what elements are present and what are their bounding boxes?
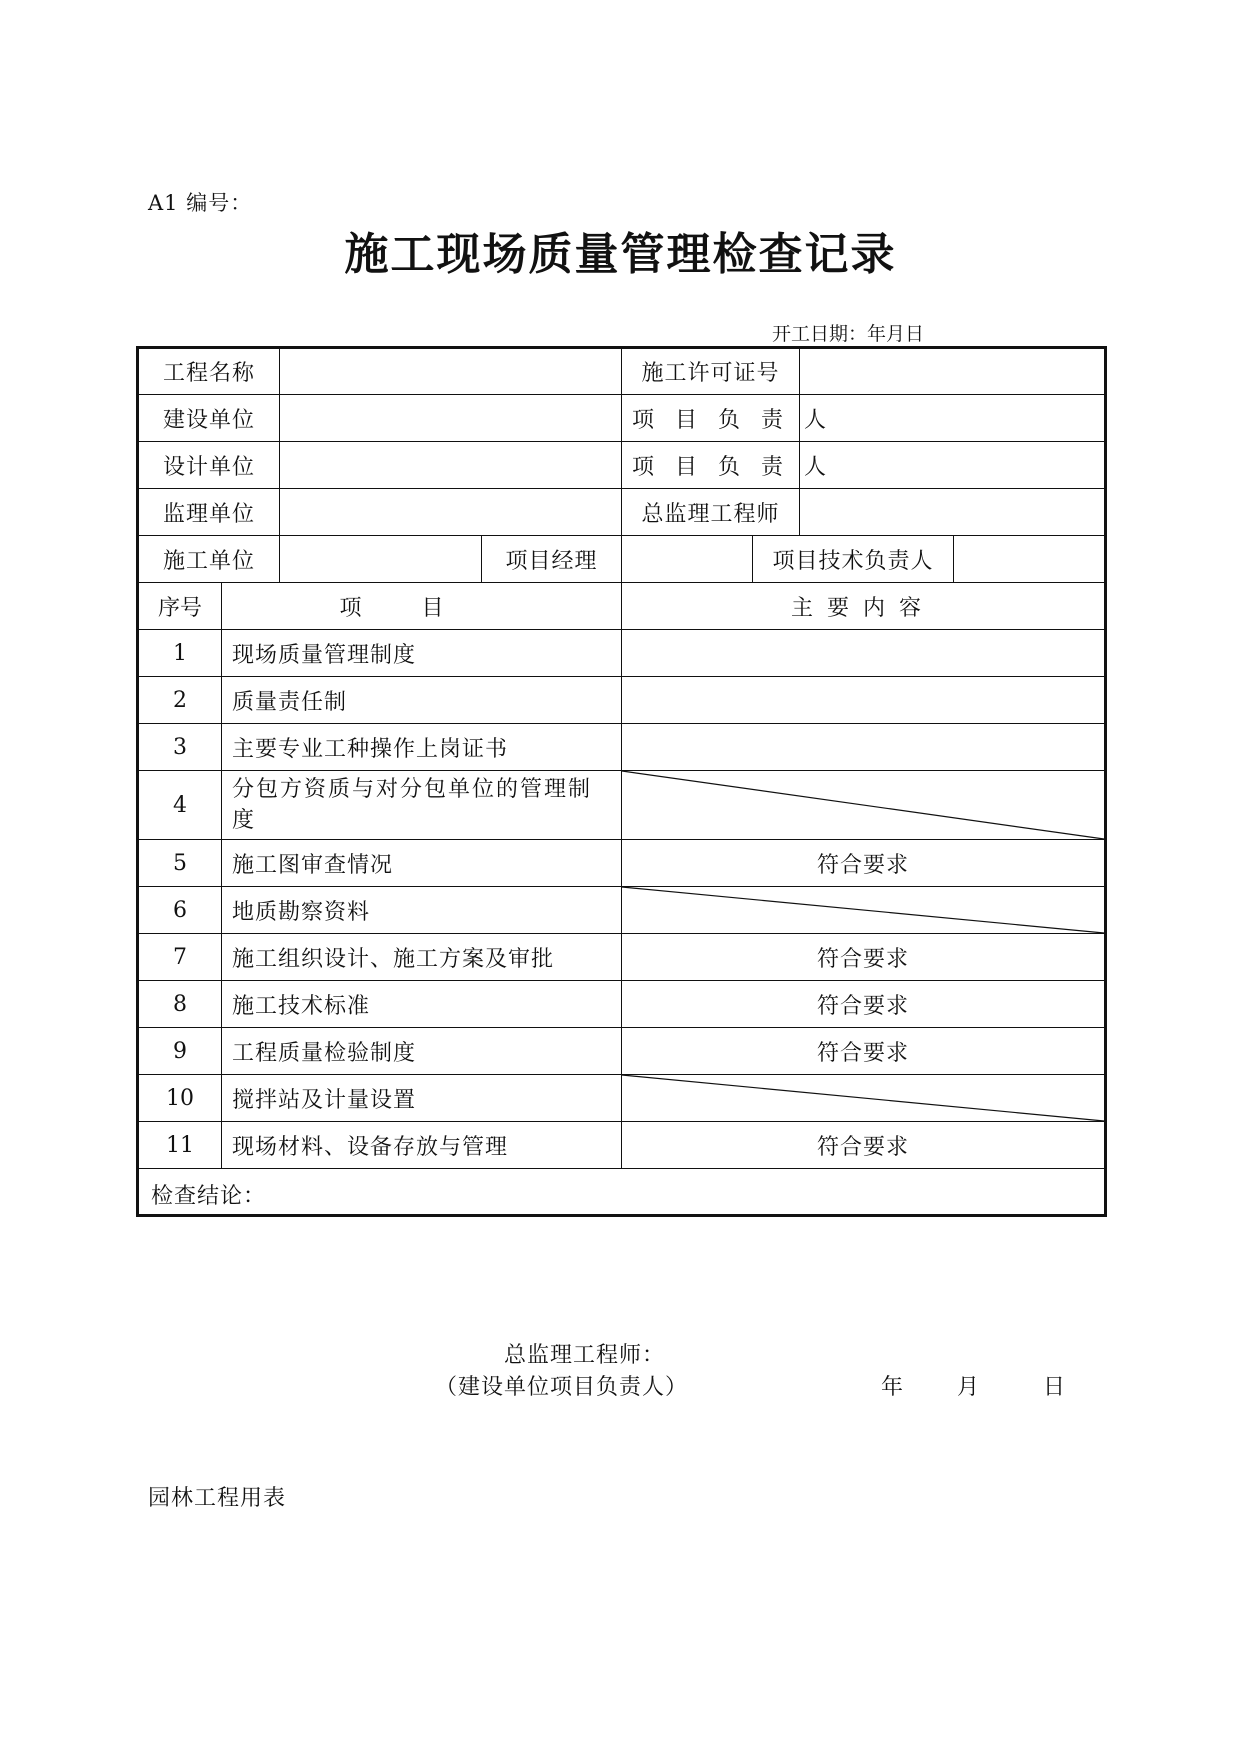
info-row-design [138, 442, 1106, 489]
supervision-unit-label: 监理单位 [138, 489, 280, 536]
table-row [138, 981, 1106, 1028]
row-content[interactable]: 符合要求 [622, 1122, 1106, 1169]
design-unit-label: 设计单位 [138, 442, 280, 489]
date-month-label: 月 [957, 1375, 980, 1400]
row-item: 分包方资质与对分包单位的管理制度 [222, 771, 622, 840]
row-content[interactable]: 符合要求 [622, 840, 1106, 887]
diagonal-slash [622, 887, 1104, 933]
owner-unit-label: 建设单位 [138, 395, 280, 442]
info-row-project [138, 348, 1106, 395]
inspection-form-table [136, 346, 1107, 1400]
permit-number-value[interactable] [800, 348, 1106, 395]
row-content[interactable] [622, 630, 1106, 677]
table-row [138, 934, 1106, 981]
owner-unit-value[interactable] [280, 395, 622, 442]
row-item: 施工技术标准 [222, 981, 622, 1028]
row-content-not-applicable [622, 887, 1106, 934]
row-content[interactable]: 符合要求 [622, 981, 1106, 1028]
project-name-value[interactable] [280, 348, 622, 395]
supervision-unit-value[interactable] [280, 489, 622, 536]
row-content[interactable] [622, 724, 1106, 771]
row-item: 工程质量检验制度 [222, 1028, 622, 1075]
row-item: 施工图审查情况 [222, 840, 622, 887]
row-number: 4 [138, 771, 222, 840]
owner-project-lead-label: 项 目 负 责 人 [622, 395, 800, 442]
design-project-lead-value[interactable] [800, 442, 1106, 489]
table-row [138, 1122, 1106, 1169]
tech-lead-value[interactable] [954, 536, 1106, 583]
conclusion-label: 检查结论： [151, 1184, 267, 1209]
footer-note: 园林工程用表 [148, 1486, 287, 1511]
design-project-lead-label: 项 目 负 责 人 [622, 442, 800, 489]
table-row [138, 1028, 1106, 1075]
conclusion-cell[interactable] [138, 1169, 1106, 1400]
table-row [138, 887, 1106, 934]
row-number: 11 [138, 1122, 222, 1169]
table-row [138, 724, 1106, 771]
table-row [138, 677, 1106, 724]
row-item: 现场材料、设备存放与管理 [222, 1122, 622, 1169]
project-name-label: 工程名称 [138, 348, 280, 395]
row-number: 6 [138, 887, 222, 934]
project-manager-value[interactable] [622, 536, 753, 583]
row-number: 8 [138, 981, 222, 1028]
row-item: 现场质量管理制度 [222, 630, 622, 677]
row-number: 7 [138, 934, 222, 981]
row-content-not-applicable [622, 1075, 1106, 1122]
items-header-row [138, 583, 1106, 630]
start-date-label: 开工日期：年月日 [772, 323, 925, 345]
row-content[interactable]: 符合要求 [622, 934, 1106, 981]
chief-supervisor-label: 总监理工程师 [622, 489, 800, 536]
row-item: 主要专业工种操作上岗证书 [222, 724, 622, 771]
document-number-label: A1 编号： [148, 191, 253, 215]
project-manager-label: 项目经理 [482, 536, 622, 583]
seq-header: 序号 [138, 583, 222, 630]
row-number: 9 [138, 1028, 222, 1075]
row-content-not-applicable [622, 771, 1106, 840]
permit-number-label: 施工许可证号 [622, 348, 800, 395]
form-title: 施工现场质量管理检查记录 [344, 229, 897, 280]
tech-lead-label: 项目技术负责人 [753, 536, 954, 583]
owner-lead-note: （建设单位项目负责人） [435, 1375, 689, 1400]
row-item: 质量责任制 [222, 677, 622, 724]
item-header: 项目 [222, 583, 622, 630]
row-number: 10 [138, 1075, 222, 1122]
owner-project-lead-value[interactable] [800, 395, 1106, 442]
row-number: 3 [138, 724, 222, 771]
chief-supervisor-value[interactable] [800, 489, 1106, 536]
table-row [138, 630, 1106, 677]
row-number: 1 [138, 630, 222, 677]
row-item: 地质勘察资料 [222, 887, 622, 934]
row-content[interactable]: 符合要求 [622, 1028, 1106, 1075]
row-item: 施工组织设计、施工方案及审批 [222, 934, 622, 981]
date-year-label: 年 [881, 1375, 904, 1400]
design-unit-value[interactable] [280, 442, 622, 489]
construction-unit-label: 施工单位 [138, 536, 280, 583]
row-content[interactable] [622, 677, 1106, 724]
diagonal-slash [622, 771, 1104, 839]
conclusion-row [138, 1169, 1106, 1216]
row-item: 搅拌站及计量设置 [222, 1075, 622, 1122]
row-number: 5 [138, 840, 222, 887]
info-row-construction [138, 536, 1106, 583]
table-row [138, 1075, 1106, 1122]
chief-supervisor-signature-label: 总监理工程师： [504, 1343, 666, 1368]
date-day-label: 日 [1043, 1375, 1066, 1400]
table-row [138, 840, 1106, 887]
info-row-owner [138, 395, 1106, 442]
table-row [138, 771, 1106, 840]
content-header: 主要内容 [622, 583, 1106, 630]
diagonal-slash [622, 1075, 1104, 1121]
info-row-supervision [138, 489, 1106, 536]
row-number: 2 [138, 677, 222, 724]
construction-unit-value[interactable] [280, 536, 482, 583]
